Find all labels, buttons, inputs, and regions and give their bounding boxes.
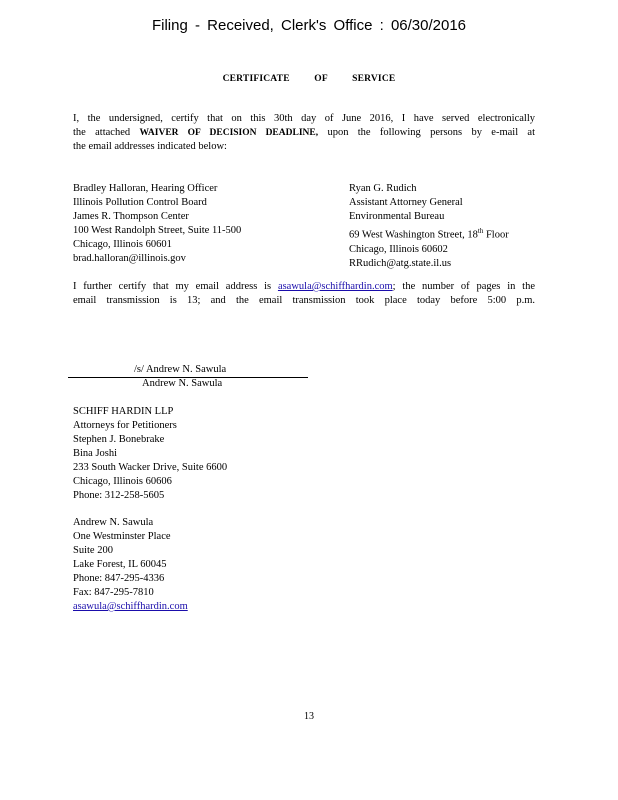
recipient-building: Environmental Bureau [349,211,445,222]
firm-attorney-1: Stephen J. Bonebrake [73,434,165,445]
contact-city: Lake Forest, IL 60045 [73,559,167,570]
certify-paragraph [73,280,535,308]
recipient-block-halloran [73,182,241,266]
contact-name: Andrew N. Sawula [73,517,154,528]
contact-fax: Fax: 847-295-7810 [73,587,154,598]
firm-role: Attorneys for Petitioners [73,420,177,431]
contact-suite: Suite 200 [73,545,113,556]
intro-paragraph [73,112,535,154]
page-number: 13 [304,711,314,722]
signature-name: Andrew N. Sawula [142,378,223,389]
recipient-email: RRudich@atg.state.il.us [349,257,452,269]
certify-line-2: email transmission is 13; and the email transmission took place today before 5:00 p.m. [73,295,535,306]
filing-header: Filing - Received, Clerk's Office : 06/30/2016 [151,17,467,34]
intro-line-2-pre: the attached [73,127,131,138]
contact-phone: Phone: 847-295-4336 [73,573,165,584]
firm-attorney-2: Bina Joshi [73,448,118,459]
recipient-block-rudich [349,182,509,271]
sender-email-link[interactable]: asawula@schiffhardin.com [277,281,393,292]
recipient-street: 100 West Randolph Street, Suite 11-500 [73,225,242,236]
recipient-city: Chicago, Illinois 60602 [349,243,448,255]
firm-block [73,405,227,503]
recipient-street-pre: 69 West Washington Street, 18 [349,229,478,241]
recipient-street-sup: th [477,227,484,235]
recipient-email: brad.halloran@illinois.gov [73,253,186,264]
document-title: CERTIFICATE OF SERVICE [222,74,396,84]
recipient-street [349,224,509,243]
document-name: WAIVER OF DECISION DEADLINE, [139,128,319,138]
certify-post: ; the number of pages in the [392,281,536,292]
contact-block [73,516,188,614]
intro-line-1: I, the undersigned, certify that on this 30th day of June 2016, I have served electronically [73,113,535,124]
recipient-city: Chicago, Illinois 60601 [73,239,172,250]
intro-line-3: the email addresses indicated below: [73,141,227,152]
recipient-name: Bradley Halloran, Hearing Officer [73,183,218,194]
firm-city: Chicago, Illinois 60606 [73,476,172,487]
recipient-name: Ryan G. Rudich [349,183,417,194]
contact-street: One Westminster Place [73,531,171,542]
certify-pre: I further certify that my email address is [73,281,272,292]
intro-line-2-post: upon the following persons by e-mail at [327,127,536,138]
contact-email-link[interactable]: asawula@schiffhardin.com [73,601,188,612]
firm-name: SCHIFF HARDIN LLP [73,406,174,417]
recipient-org: Assistant Attorney General [349,197,463,208]
certify-line-1 [73,280,535,294]
firm-phone: Phone: 312-258-5605 [73,490,165,501]
signature-signed: /s/ Andrew N. Sawula [134,364,227,375]
intro-line-2 [73,126,535,140]
firm-street: 233 South Wacker Drive, Suite 6600 [73,462,228,473]
recipient-street-post: Floor [485,229,509,241]
recipient-org: Illinois Pollution Control Board [73,197,207,208]
recipient-building: James R. Thompson Center [73,211,189,222]
